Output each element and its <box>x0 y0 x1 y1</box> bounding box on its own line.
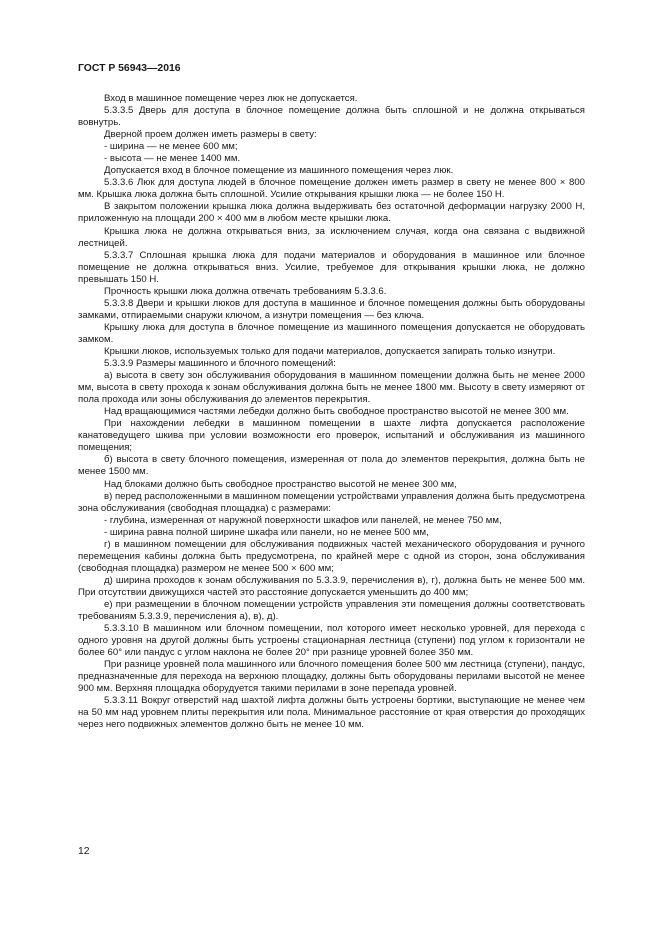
paragraph: Прочность крышки люка должна отвечать требованиям 5.3.3.6. <box>104 285 387 297</box>
list-item: - глубина, измеренная от наружной поверхности шкафов или панелей, не менее 750 мм, <box>104 514 502 526</box>
list-item: е) при размещении в блочном помещении устройств управления эти помещения должны соответствовать требованиям 5.3.3.9, перечисления а), в), д). <box>78 598 585 623</box>
paragraph: Крышки люков, используемых только для подачи материалов, допускается запирать только изнутри. <box>104 345 556 357</box>
document-body <box>78 93 585 731</box>
list-item: б) высота в свету блочного помещения, измеренная от пола до элементов перекрытия, должна быть не менее 1500 мм. <box>78 454 585 478</box>
paragraph: Крышку люка для доступа в блочное помещение из машинного помещения допускается не оборудовать замком. <box>78 321 585 345</box>
list-item: а) высота в свету зон обслуживания оборудования в машинном помещении должна быть не менее 2000 мм, высота в свету прохода к зонам обслуживания должна быть не менее 1800 мм. Высоту в свету измеряют от пола прохода или зоны обслуживания до элементов перекрытия. <box>78 370 585 406</box>
paragraph: Допускается вход в блочное помещение из машинного помещения через люк. <box>104 165 454 177</box>
paragraph: В закрытом положении крышка люка должна выдерживать без остаточной деформации нагрузку 2000 Н, приложенную на площади 200 × 400 мм в любом месте крышки люка. <box>78 201 585 225</box>
clause-5-3-3-10: 5.3.3.10 В машинном или блочном помещении, пол которого имеет несколько уровней, для перехода с одного уровня на другой должны быть устроены стационарная лестница (ступени) под углом к горизонтали не более 60° или пандус с углом наклона не более 20° при разнице уровней более 350 мм. <box>78 623 585 659</box>
clause-5-3-3-5: 5.3.3.5 Дверь для доступа в блочное помещение должна быть сплошной и не должна открываться вовнутрь. <box>78 105 585 129</box>
clause-5-3-3-11: 5.3.3.11 Вокруг отверстий над шахтой лифта должны быть устроены бортики, выступающие не менее чем на 50 мм над уровнем плиты перекрытия или пола. Минимальное расстояние от края отверстия до проходящих через него подвижных элементов должно быть не менее 10 мм. <box>78 695 585 731</box>
list-item: - ширина — не менее 600 мм; <box>104 141 238 153</box>
clause-5-3-3-8: 5.3.3.8 Двери и крышки люков для доступа в машинное и блочное помещения должны быть оборудованы замками, отпираемыми снаружи ключом, а изнутри помещения — без ключа. <box>78 297 585 321</box>
paragraph: Над вращающимися частями лебедки должно быть свободное пространство высотой не менее 300 мм. <box>104 406 569 418</box>
paragraph: При нахождении лебедки в машинном помещении в шахте лифта допускается расположение канатоведущего шкива при условии возможности его проверок, испытаний и обслуживания из машинного помещения; <box>78 418 585 454</box>
document-header: ГОСТ Р 56943—2016 <box>78 63 181 74</box>
page-number: 12 <box>78 846 90 857</box>
paragraph: Вход в машинное помещение через люк не допускается. <box>104 93 358 104</box>
list-item: - высота — не менее 1400 мм. <box>104 153 241 165</box>
paragraph: Крышка люка не должна открываться вниз, за исключением случая, когда она связана с выдвижной лестницей. <box>78 225 585 249</box>
clause-5-3-3-6: 5.3.3.6 Люк для доступа людей в блочное помещение должен иметь размер в свету не менее 800 × 800 мм. Крышка люка должна быть сплошной. Усилие открывания крышки люка — не более 150 Н. <box>78 177 585 201</box>
clause-5-3-3-7: 5.3.3.7 Сплошная крышка люка для подачи материалов и оборудования в машинное или блочное помещение не должна открываться вниз. Усилие, требуемое для открывания крышки люка, не должно превышать 150 Н. <box>78 249 585 285</box>
list-item: г) в машинном помещении для обслуживания подвижных частей механического оборудования и ручного перемещения кабины должна быть предусмотрена, по крайней мере с одной из сторон, зона обслуживания (свободная площадка) размером не менее 500 × 600 мм; <box>78 538 585 574</box>
paragraph: При разнице уровней пола машинного или блочного помещения более 500 мм лестница (ступени), пандус, предназначенные для перехода на верхнюю площадку, должны быть оборудованы перилами высотой не менее 900 мм. Верхняя площадка оборудуется такими перилами в зоне перепада уровней. <box>78 659 585 695</box>
list-item: д) ширина проходов к зонам обслуживания по 5.3.3.9, перечисления в), г), должна быть не менее 500 мм. При отсутствии движущихся частей это расстояние допускается уменьшить до 400 мм; <box>78 574 585 598</box>
paragraph: Над блоками должно быть свободное пространство высотой не менее 300 мм, <box>104 478 457 490</box>
list-item: - ширина равна полной ширине шкафа или панели, но не менее 500 мм, <box>104 526 429 538</box>
clause-5-3-3-9: 5.3.3.9 Размеры машинного и блочного помещений: <box>104 358 336 370</box>
list-item: в) перед расположенными в машинном помещении устройствами управления должна быть предусмотрена зона обслуживания (свободная площадка) с размерами: <box>78 490 585 514</box>
paragraph: Дверной проем должен иметь размеры в свету: <box>104 129 317 141</box>
